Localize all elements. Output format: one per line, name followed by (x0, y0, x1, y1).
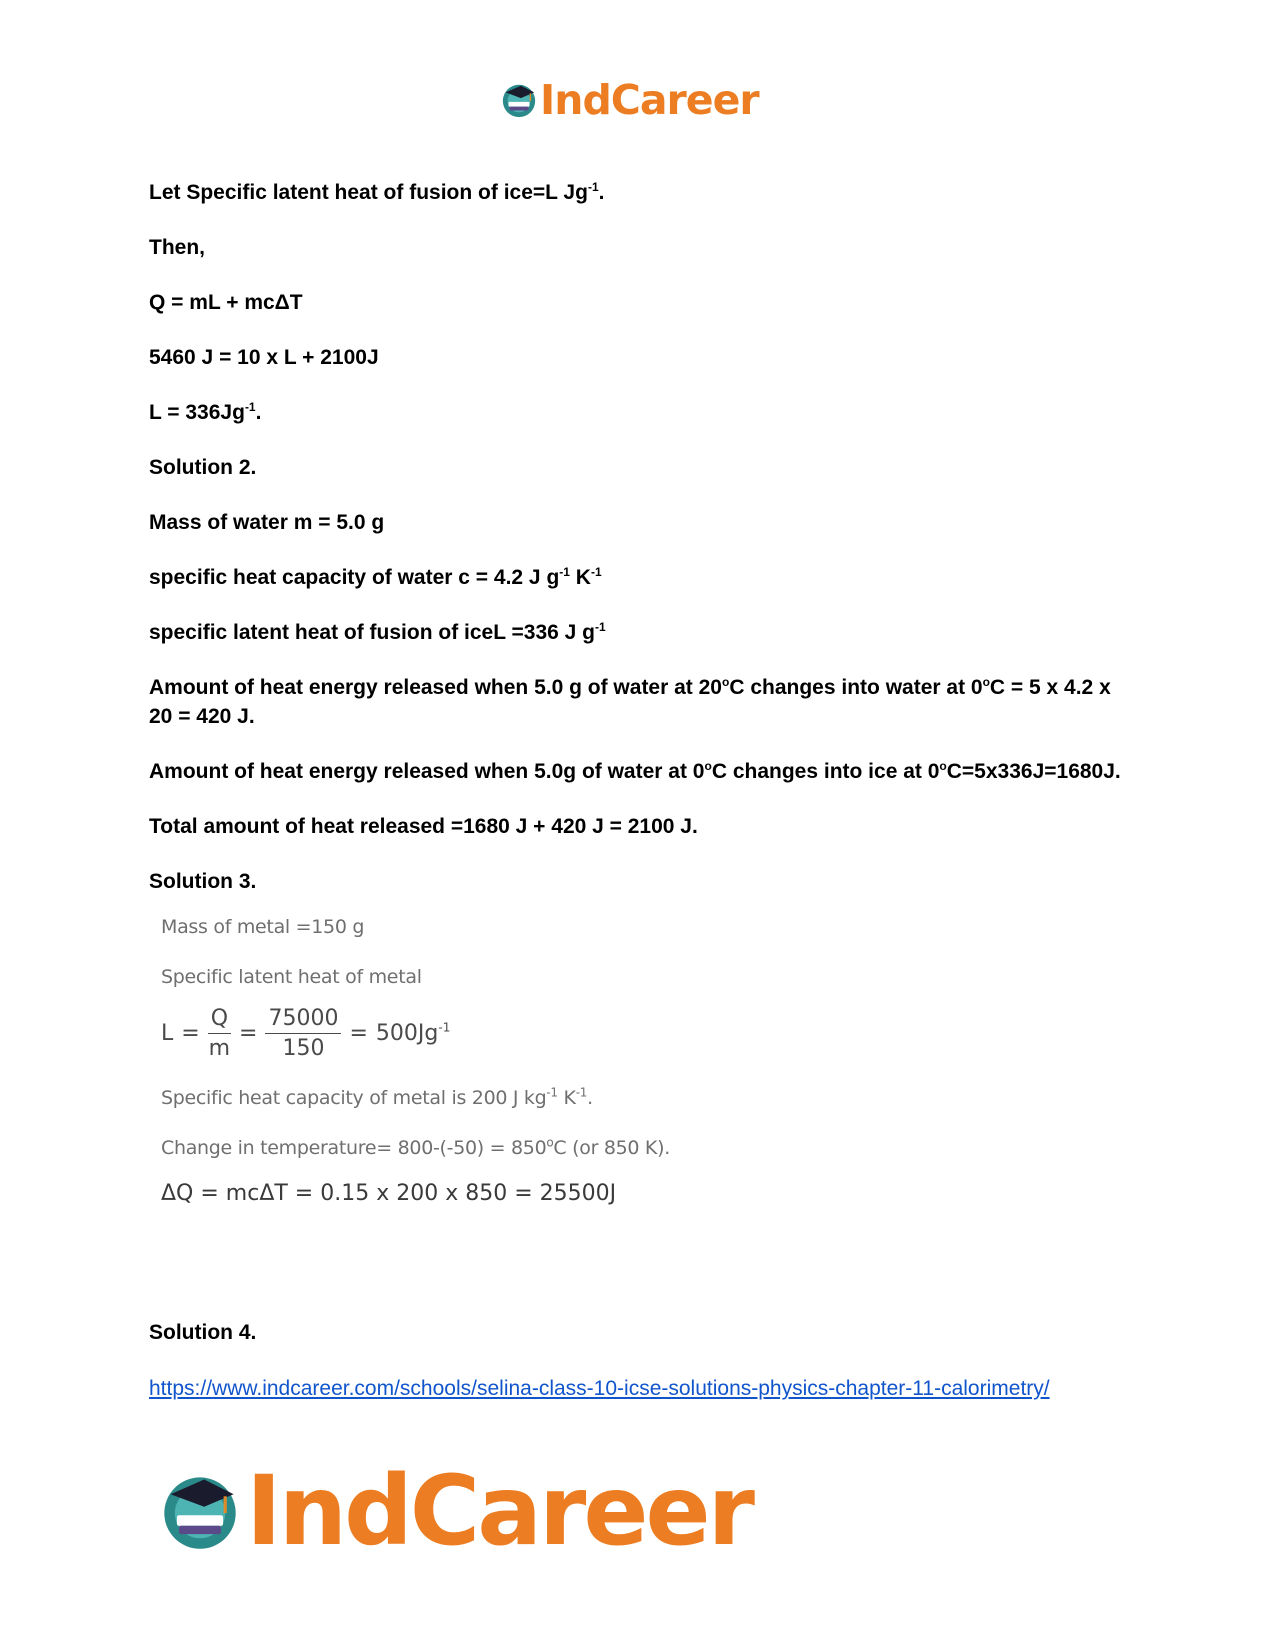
heat-capacity-metal-line: Specific heat capacity of metal is 200 J $kg^{-1}$ $K^{-1}$. (161, 1085, 593, 1109)
heading-solution-4: Solution 4. (149, 1321, 257, 1344)
eq-result: $500Jg^{-1}$ (375, 1020, 451, 1046)
fraction-denominator: m (208, 1036, 231, 1061)
logo-wordmark: IndCareer (540, 76, 759, 124)
eq-lhs: L (161, 1021, 174, 1046)
fraction-numerator: Q (208, 1006, 231, 1034)
paragraph-heat-capacity: specific heat capacity of water c = 4.2 J $g^{-1}$ $K^{-1}$ (149, 565, 602, 589)
latent-heat-label: Specific latent heat of metal (161, 966, 422, 988)
paragraph-heat-released-20c: Amount of heat energy released when 5.0 g of water at 20$^o$C changes into water at $0^oC = 5$ x 4.2 x 20 = 420 J. (149, 675, 1111, 728)
temperature-change-line: Change in temperature= $800-(-50) = 850^oC$ (or 850 K). (161, 1135, 670, 1159)
header-logo (500, 76, 759, 124)
graduation-globe-icon (158, 1469, 242, 1553)
logo-wordmark: IndCareer (246, 1455, 752, 1567)
fraction-75000-over-150 (265, 1006, 341, 1061)
paragraph-latent-heat-def: Let Specific latent heat of fusion of ice=L $Jg^{-1}$. (149, 180, 605, 204)
paragraph-equation-5460: 5460 J = 10 x L + 2100J (149, 346, 379, 369)
source-link[interactable]: https://www.indcareer.com/schools/selina-class-10-icse-solutions-physics-chapter-11-calorimetry/ (149, 1377, 1050, 1400)
heading-solution-3: Solution 3. (149, 870, 257, 893)
footer-logo (158, 1455, 752, 1567)
paragraph-equation-q: Q = mL + mcΔT (149, 291, 303, 314)
delta-q-equation: ΔQ = mcΔT = 0.15 x 200 x 850 = 25500J (161, 1181, 617, 1206)
fraction-q-over-m (208, 1006, 231, 1061)
fraction-denominator: 150 (282, 1036, 325, 1061)
paragraph-mass-water: Mass of water m = 5.0 g (149, 511, 385, 534)
paragraph-l-result: $L = 336Jg^{-1}$. (149, 400, 262, 424)
paragraph-then: Then, (149, 236, 205, 259)
eq-equals-sign: = (181, 1021, 200, 1046)
mass-metal-line: Mass of metal =150 g (161, 916, 365, 938)
solution-3-image (161, 916, 1129, 1206)
eq-equals-sign: = (239, 1021, 258, 1046)
eq-equals-sign: = (349, 1021, 368, 1046)
graduation-globe-icon (500, 81, 538, 119)
heading-solution-2: Solution 2. (149, 456, 257, 479)
paragraph-heat-released-0c: Amount of heat energy released when 5.0g of water at 0$^o$C changes into ice at $0^oC=5x336J=1680J$. (149, 759, 1121, 783)
latent-heat-equation (161, 1006, 1129, 1061)
fraction-numerator: 75000 (265, 1006, 341, 1034)
paragraph-latent-fusion: specific latent heat of fusion of iceL =336 J $g^{-1}$ (149, 620, 606, 644)
document-body (149, 178, 1129, 1206)
paragraph-total-heat: Total amount of heat released =1680 J + 420 J = 2100 J. (149, 815, 698, 838)
